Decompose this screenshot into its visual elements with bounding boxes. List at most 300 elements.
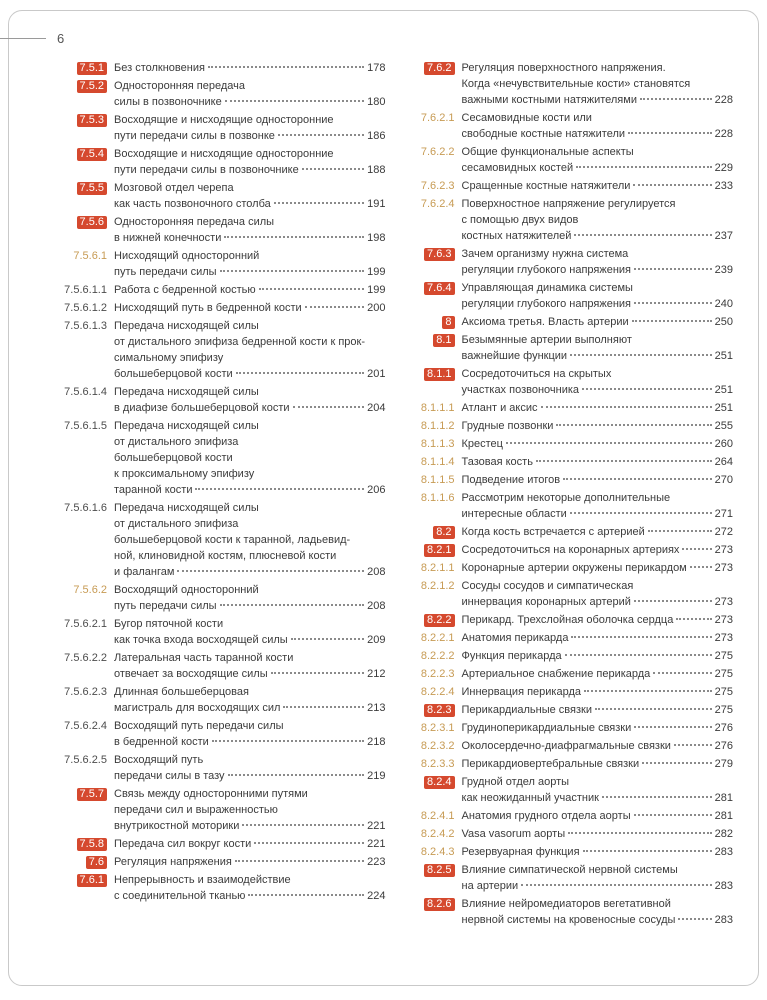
section-title: Перикард. Трехслойная оболочка сердца — [461, 614, 674, 626]
dot-leader — [584, 690, 712, 692]
section-number: 7.5.6.1 — [73, 250, 107, 262]
toc-entry — [52, 318, 386, 382]
section-page: 209 — [367, 634, 386, 646]
section-number: 7.5.6 — [77, 216, 107, 229]
section-page: 198 — [367, 232, 386, 244]
section-page: 272 — [714, 526, 733, 538]
section-title: пути передачи силы в позвонке — [114, 130, 275, 142]
section-page: 224 — [367, 890, 386, 902]
section-title: Сосредоточиться на скрытых — [461, 368, 612, 380]
section-title: Передача нисходящей силы — [114, 502, 259, 514]
toc-entry — [52, 282, 386, 298]
section-title: Длинная большеберцовая — [114, 686, 249, 698]
section-number: 7.5.5 — [77, 182, 107, 195]
section-page: 251 — [714, 384, 733, 396]
section-title: Сесамовидные кости или — [461, 112, 592, 124]
toc-entry-line — [400, 912, 734, 928]
toc-entry-line — [400, 348, 734, 364]
toc-entry-line — [400, 382, 734, 398]
dot-leader — [634, 726, 711, 728]
section-page: 229 — [714, 162, 733, 174]
section-number-cell — [400, 178, 462, 194]
section-page: 273 — [714, 614, 733, 626]
toc-entry-line — [400, 790, 734, 806]
section-number: 8.2.2.1 — [420, 632, 455, 644]
section-number-cell — [400, 666, 462, 682]
section-title: сесамовидных костей — [461, 162, 574, 174]
toc-entry-line — [52, 482, 386, 498]
section-page: 270 — [714, 474, 733, 486]
section-page: 199 — [367, 266, 386, 278]
section-number-cell — [400, 702, 462, 718]
toc-entry-line — [52, 548, 386, 564]
section-number-cell — [52, 214, 114, 230]
toc-entry-line — [400, 76, 734, 92]
section-number-cell — [52, 872, 114, 888]
section-number-cell — [400, 418, 462, 434]
dot-leader — [678, 918, 711, 920]
section-number: 8.2.6 — [424, 898, 454, 911]
toc-entry-line — [52, 434, 386, 450]
toc-entry-line — [400, 506, 734, 522]
toc-entry-line — [52, 684, 386, 700]
section-title: Передача сил вокруг кости — [114, 838, 252, 850]
section-title: Латеральная часть таранной кости — [114, 652, 294, 664]
toc-entry-line — [400, 490, 734, 506]
section-number-cell — [52, 786, 114, 802]
section-number: 8.1.1.3 — [420, 438, 455, 450]
section-title: Восходящие и нисходящие односторонние — [114, 114, 334, 126]
dot-leader — [541, 406, 712, 408]
section-page: 282 — [714, 828, 733, 840]
section-title: Грудные позвонки — [461, 420, 554, 432]
section-title: Восходящие и нисходящие односторонние — [114, 148, 334, 160]
section-number: 8 — [442, 316, 454, 329]
section-page: 279 — [714, 758, 733, 770]
section-title: в бедренной кости — [114, 736, 209, 748]
section-number: 7.6.2.2 — [420, 146, 455, 158]
section-number-cell — [400, 648, 462, 664]
section-title: Коронарные артерии окружены перикардом — [461, 562, 687, 574]
section-number-cell — [52, 582, 114, 598]
section-title: нервной системы на кровеносные сосуды — [461, 914, 676, 926]
section-page: 255 — [714, 420, 733, 432]
section-title: Регуляция поверхностного напряжения. — [461, 62, 666, 74]
toc-entry-line — [52, 888, 386, 904]
toc-entry-line — [400, 296, 734, 312]
section-title: Грудной отдел аорты — [461, 776, 570, 788]
toc-entry — [400, 418, 734, 434]
section-number: 7.5.6.2.4 — [64, 720, 107, 732]
toc-entry — [400, 454, 734, 470]
toc-entry-line — [400, 262, 734, 278]
toc-entry-line — [52, 162, 386, 178]
section-title: Грудиноперикардиальные связки — [461, 722, 632, 734]
dot-leader — [224, 236, 364, 238]
section-title: большеберцовой кости — [114, 368, 233, 380]
section-number-cell — [400, 612, 462, 628]
section-number-cell — [52, 282, 114, 298]
section-title: Бугор пяточной кости — [114, 618, 224, 630]
toc-entry-line — [400, 878, 734, 894]
dot-leader — [293, 406, 365, 408]
toc-entry-line — [52, 78, 386, 94]
section-number-cell — [52, 836, 114, 852]
toc-entry-line — [400, 144, 734, 160]
section-number-cell — [400, 808, 462, 824]
section-number-cell — [52, 418, 114, 434]
toc-entry-line — [400, 400, 734, 416]
section-number: 8.1.1.4 — [420, 456, 455, 468]
section-number-cell — [52, 112, 114, 128]
section-page: 273 — [714, 544, 733, 556]
toc-entry-line — [400, 366, 734, 382]
dot-leader — [220, 270, 365, 272]
section-number-cell — [52, 60, 114, 76]
toc-entry-line — [400, 774, 734, 790]
dot-leader — [634, 302, 712, 304]
section-page: 251 — [714, 402, 733, 414]
dot-leader — [648, 530, 712, 532]
dot-leader — [653, 672, 711, 674]
section-number: 8.1.1.1 — [420, 402, 455, 414]
section-number-cell — [400, 280, 462, 296]
section-page: 239 — [714, 264, 733, 276]
toc-entry — [400, 862, 734, 894]
dot-leader — [235, 860, 364, 862]
section-title: Перикардиовертебральные связки — [461, 758, 640, 770]
section-page: 283 — [714, 914, 733, 926]
section-title: Связь между односторонними путями — [114, 788, 308, 800]
dot-leader — [248, 894, 364, 896]
section-title: свободные костные натяжители — [461, 128, 626, 140]
section-title: от дистального эпифиза — [114, 436, 239, 448]
toc-entry-line — [400, 454, 734, 470]
section-page: 191 — [367, 198, 386, 210]
section-page: 275 — [714, 686, 733, 698]
section-number: 8.2.4.1 — [420, 810, 455, 822]
toc-entry — [400, 720, 734, 736]
toc-entry-line — [400, 578, 734, 594]
section-title: Подведение итогов — [461, 474, 561, 486]
section-title: от дистального эпифиза — [114, 518, 239, 530]
section-title: от дистального эпифиза бедренной кости к прок- — [114, 336, 365, 348]
toc-entry-line — [400, 738, 734, 754]
section-title: симальному эпифизу — [114, 352, 224, 364]
section-number: 8.2.2.3 — [420, 668, 455, 680]
toc-entry — [52, 752, 386, 784]
toc-entry — [400, 542, 734, 558]
section-page: 273 — [714, 632, 733, 644]
dot-leader — [521, 884, 711, 886]
toc-entry — [400, 60, 734, 108]
toc-entry-line — [400, 702, 734, 718]
section-number: 8.2.2 — [424, 614, 454, 627]
section-number-cell — [400, 524, 462, 540]
section-number-cell — [400, 560, 462, 576]
section-page: 178 — [367, 62, 386, 74]
section-number-cell — [52, 684, 114, 700]
toc-entry-line — [52, 854, 386, 870]
toc-entry — [400, 314, 734, 330]
dot-leader — [690, 566, 712, 568]
section-title: Когда «нечувствительные кости» становятся — [461, 78, 691, 90]
section-number: 7.5.8 — [77, 838, 107, 851]
section-page: 221 — [367, 820, 386, 832]
section-title: регуляции глубокого напряжения — [461, 264, 632, 276]
toc-entry-line — [52, 768, 386, 784]
section-title: отвечает за восходящие силы — [114, 668, 268, 680]
toc-entry — [400, 332, 734, 364]
toc-entry — [400, 648, 734, 664]
toc-column-left — [52, 60, 386, 930]
toc-entry — [52, 214, 386, 246]
dot-leader — [570, 354, 712, 356]
dot-leader — [278, 134, 364, 136]
toc-entry-line — [52, 616, 386, 632]
toc-entry-line — [400, 178, 734, 194]
dot-leader — [674, 744, 712, 746]
dot-leader — [676, 618, 711, 620]
toc-entry-line — [400, 560, 734, 576]
toc-entry — [400, 738, 734, 754]
section-number: 7.6 — [86, 856, 107, 869]
section-number-cell — [52, 616, 114, 632]
section-number-cell — [400, 366, 462, 382]
table-of-contents — [52, 60, 733, 930]
section-number: 8.1.1.2 — [420, 420, 455, 432]
section-title: путь передачи силы — [114, 600, 217, 612]
dot-leader — [565, 654, 712, 656]
section-number-cell — [52, 854, 114, 870]
toc-entry-line — [52, 466, 386, 482]
dot-leader — [254, 842, 364, 844]
dot-leader — [195, 488, 364, 490]
dot-leader — [305, 306, 364, 308]
dot-leader — [177, 570, 364, 572]
section-number: 8.2 — [433, 526, 454, 539]
toc-entry-line — [52, 128, 386, 144]
toc-entry-line — [400, 542, 734, 558]
section-number: 7.5.6.2.5 — [64, 754, 107, 766]
dot-leader — [642, 762, 711, 764]
section-number: 8.2.4 — [424, 776, 454, 789]
toc-entry — [52, 384, 386, 416]
section-title: регуляции глубокого напряжения — [461, 298, 632, 310]
dot-leader — [583, 850, 712, 852]
toc-entry-line — [400, 666, 734, 682]
toc-entry-line — [52, 214, 386, 230]
section-number-cell — [52, 146, 114, 162]
toc-entry-line — [52, 802, 386, 818]
section-number-cell — [400, 774, 462, 790]
section-title: Регуляция напряжения — [114, 856, 232, 868]
toc-entry-line — [52, 516, 386, 532]
toc-entry-line — [400, 648, 734, 664]
section-number-cell — [400, 684, 462, 700]
dot-leader — [225, 100, 364, 102]
section-page: 199 — [367, 284, 386, 296]
dot-leader — [576, 166, 712, 168]
section-page: 204 — [367, 402, 386, 414]
section-title: Нисходящий путь в бедренной кости — [114, 302, 302, 314]
section-number-cell — [52, 384, 114, 400]
toc-entry — [52, 78, 386, 110]
toc-entry-line — [400, 418, 734, 434]
section-page: 228 — [714, 128, 733, 140]
dot-leader — [634, 268, 712, 270]
toc-entry — [400, 578, 734, 610]
toc-entry-line — [52, 230, 386, 246]
section-page: 233 — [714, 180, 733, 192]
toc-entry-line — [52, 718, 386, 734]
toc-column-right — [400, 60, 734, 930]
toc-entry-line — [52, 350, 386, 366]
section-title: Непрерывность и взаимодействие — [114, 874, 291, 886]
toc-entry-line — [52, 282, 386, 298]
section-title: в нижней конечности — [114, 232, 222, 244]
toc-entry — [400, 702, 734, 718]
section-page: 275 — [714, 650, 733, 662]
toc-entry — [52, 684, 386, 716]
section-number: 7.5.6.1.5 — [64, 420, 107, 432]
section-page: 273 — [714, 562, 733, 574]
section-number: 8.2.1 — [424, 544, 454, 557]
dot-leader — [571, 636, 711, 638]
toc-entry-line — [52, 384, 386, 400]
section-number: 8.2.3.1 — [420, 722, 455, 734]
toc-entry — [400, 366, 734, 398]
dot-leader — [582, 388, 712, 390]
page-number: 6 — [57, 30, 65, 46]
section-number-cell — [400, 246, 462, 262]
dot-leader — [570, 512, 712, 514]
toc-entry-line — [400, 60, 734, 76]
section-title: Управляющая динамика системы — [461, 282, 633, 294]
section-page: 275 — [714, 668, 733, 680]
toc-entry-line — [52, 418, 386, 434]
dot-leader — [212, 740, 364, 742]
section-page: 283 — [714, 846, 733, 858]
toc-entry-line — [400, 110, 734, 126]
toc-entry-line — [52, 666, 386, 682]
section-title: Влияние нейромедиаторов вегетативной — [461, 898, 671, 910]
section-title: внутрикостной моторики — [114, 820, 240, 832]
dot-leader — [506, 442, 712, 444]
toc-entry — [400, 472, 734, 488]
dot-leader — [208, 66, 364, 68]
section-title: ной, клиновидной костям, плюсневой кости — [114, 550, 337, 562]
toc-entry-line — [52, 786, 386, 802]
toc-entry-line — [52, 146, 386, 162]
section-number-cell — [52, 248, 114, 264]
toc-entry — [52, 854, 386, 870]
dot-leader — [633, 184, 711, 186]
dot-leader — [228, 774, 365, 776]
section-title: Передача нисходящей силы — [114, 320, 259, 332]
section-number: 7.5.2 — [77, 80, 107, 93]
toc-entry — [400, 246, 734, 278]
section-title: пути передачи силы в позвоночнике — [114, 164, 299, 176]
section-page: 240 — [714, 298, 733, 310]
section-title: силы в позвоночнике — [114, 96, 222, 108]
section-page: 212 — [367, 668, 386, 680]
section-title: на артерии — [461, 880, 519, 892]
toc-entry — [400, 110, 734, 142]
dot-leader — [556, 424, 711, 426]
section-page: 276 — [714, 722, 733, 734]
section-number: 8.2.4.2 — [420, 828, 455, 840]
section-title: Функция перикарда — [461, 650, 562, 662]
section-title: участках позвоночника — [461, 384, 580, 396]
toc-entry-line — [400, 844, 734, 860]
toc-entry-line — [52, 112, 386, 128]
section-number: 7.5.6.1.1 — [64, 284, 107, 296]
section-title: передачи сил и выраженностью — [114, 804, 278, 816]
section-title: Восходящий путь передачи силы — [114, 720, 284, 732]
section-number: 7.5.7 — [77, 788, 107, 801]
section-number-cell — [52, 180, 114, 196]
section-number: 7.5.4 — [77, 148, 107, 161]
dot-leader — [640, 98, 712, 100]
section-title: магистраль для восходящих сил — [114, 702, 281, 714]
section-number: 8.2.2.2 — [420, 650, 455, 662]
section-page: 200 — [367, 302, 386, 314]
toc-entry — [400, 490, 734, 522]
section-page: 260 — [714, 438, 733, 450]
section-number: 8.1 — [433, 334, 454, 347]
section-page: 281 — [714, 792, 733, 804]
toc-entry-line — [52, 872, 386, 888]
section-title: костных натяжителей — [461, 230, 572, 242]
section-title: с соединительной тканью — [114, 890, 246, 902]
section-title: Сращенные костные натяжители — [461, 180, 631, 192]
section-page: 237 — [714, 230, 733, 242]
toc-entry — [52, 616, 386, 648]
toc-entry-line — [400, 896, 734, 912]
section-title: путь передачи силы — [114, 266, 217, 278]
toc-entry-line — [400, 92, 734, 108]
toc-entry-line — [400, 436, 734, 452]
section-title: Когда кость встречается с артерией — [461, 526, 645, 538]
section-title: иннервация коронарных артерий — [461, 596, 631, 608]
section-number-cell — [52, 78, 114, 94]
section-number: 7.5.6.2.1 — [64, 618, 107, 630]
section-page: 250 — [714, 316, 733, 328]
section-number: 8.2.3 — [424, 704, 454, 717]
section-number: 8.2.1.1 — [420, 562, 455, 574]
toc-entry-line — [52, 196, 386, 212]
section-number: 8.1.1.5 — [420, 474, 455, 486]
toc-entry-line — [52, 60, 386, 76]
dot-leader — [628, 132, 712, 134]
toc-entry-line — [52, 836, 386, 852]
section-number-cell — [400, 720, 462, 736]
toc-entry — [52, 180, 386, 212]
section-number: 8.2.3.2 — [420, 740, 455, 752]
dot-leader — [220, 604, 365, 606]
toc-entry-line — [52, 180, 386, 196]
section-number-cell — [52, 718, 114, 734]
section-title: с помощью двух видов — [461, 214, 579, 226]
dot-leader — [595, 708, 712, 710]
section-page: 186 — [367, 130, 386, 142]
toc-entry-line — [400, 630, 734, 646]
section-number: 7.6.2.4 — [420, 198, 455, 210]
section-title: как неожиданный участник — [461, 792, 599, 804]
section-page: 223 — [367, 856, 386, 868]
section-title: Анатомия перикарда — [461, 632, 569, 644]
